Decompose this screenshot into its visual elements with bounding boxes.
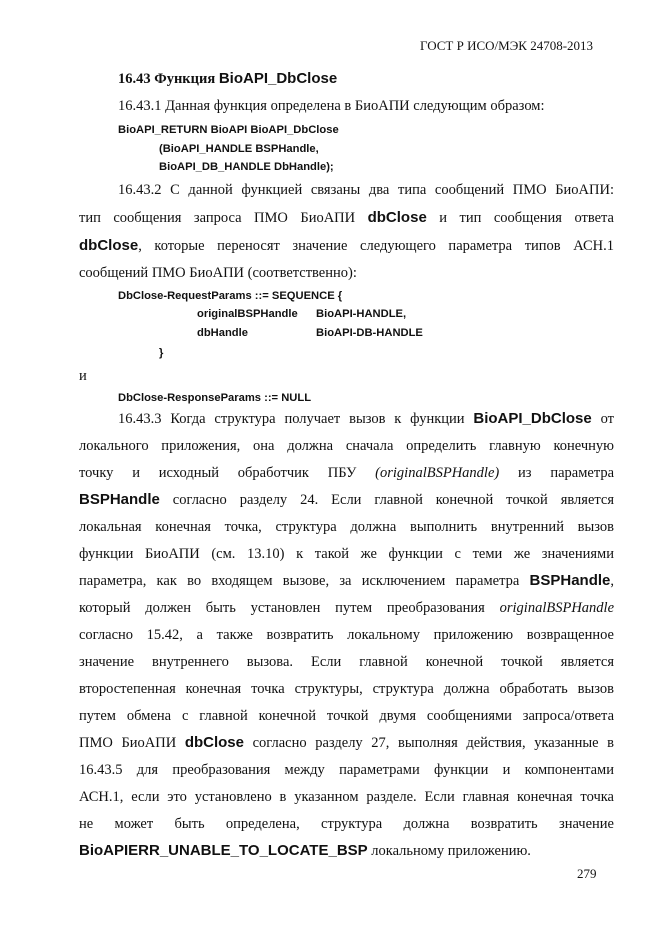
keyword-dbclose: dbClose	[367, 209, 427, 226]
page-header: ГОСТ Р ИСО/МЭК 24708-2013	[420, 38, 594, 53]
paragraph-16-43-2-line2: тип сообщения запроса ПМО БиоАПИ dbClose и тип сообщения ответа	[79, 209, 614, 226]
paragraph-16-43-3-line12: путем обмена с главной конечной точкой двумя сообщениями запроса/ответа	[79, 708, 614, 724]
paragraph-16-43-3-line7: параметра, как во входящем вызове, за исключением параметра BSPHandle,	[79, 572, 614, 589]
section-heading	[118, 70, 337, 88]
paragraph-16-43-3-line1: 16.43.3 Когда структура получает вызов к функции BioAPI_DbClose от	[118, 410, 614, 427]
paragraph-16-43-3-line16: не может быть определена, структура должна возвратить значение	[79, 816, 614, 832]
keyword-dbclose: dbClose	[184, 734, 244, 751]
keyword-bioapi-dbclose: BioAPI_DbClose	[473, 410, 592, 427]
paragraph-16-43-3-line8: который должен быть установлен путем преобразования originalBSPHandle	[79, 600, 615, 616]
paragraph-16-43-2-line3: dbClose, которые переносят значение следующего параметра типов АСН.1	[79, 237, 614, 254]
heading-prefix: 16.43 Функция	[118, 71, 216, 87]
paragraph-16-43-3-line14: 16.43.5 для преобразования между параметрами функции и компонентами	[79, 762, 614, 778]
paragraph-16-43-3-line3: точку и исходный обработчик ПБУ (originalBSPHandle) из параметра	[79, 465, 615, 481]
code-signature-line1: BioAPI_RETURN BioAPI BioAPI_DbClose	[118, 124, 339, 136]
code-request-field2-name: dbHandle	[197, 327, 248, 339]
paragraph-16-43-3-line10: значение внутреннего вызова. Если главной конечной точкой является	[79, 654, 614, 670]
page-number: 279	[577, 866, 597, 881]
paragraph-16-43-2-line4: сообщений ПМО БиоАПИ (соответственно):	[79, 265, 357, 281]
code-request-close: }	[159, 347, 164, 359]
paragraph-16-43-3-line17: BioAPIERR_UNABLE_TO_LOCATE_BSP локальному приложению.	[79, 842, 531, 859]
keyword-error-code: BioAPIERR_UNABLE_TO_LOCATE_BSP	[79, 842, 368, 859]
paragraph-16-43-3-line2: локального приложения, она должна сначала определить главную конечную	[79, 438, 614, 454]
conjunction-and: и	[79, 368, 87, 384]
code-response: DbClose-ResponseParams ::= NULL	[118, 392, 312, 404]
code-signature-line3: BioAPI_DB_HANDLE DbHandle);	[159, 161, 334, 173]
keyword-bsphandle: BSPHandle	[79, 491, 160, 508]
paragraph-16-43-3-line11: второстепенная конечная точка структуры, структура должна обработать вызов	[79, 681, 614, 697]
heading-function: BioAPI_DbClose	[218, 70, 338, 87]
code-request-field1-type: BioAPI-HANDLE,	[316, 308, 407, 320]
code-request-line1: DbClose-RequestParams ::= SEQUENCE {	[118, 290, 343, 302]
paragraph-16-43-1: 16.43.1 Данная функция определена в БиоАПИ следующим образом:	[118, 98, 545, 114]
paragraph-16-43-2-line1: 16.43.2 С данной функцией связаны два типа сообщений ПМО БиоАПИ:	[118, 182, 614, 198]
code-request-field2-type: BioAPI-DB-HANDLE	[316, 327, 423, 339]
code-signature-line2: (BioAPI_HANDLE BSPHandle,	[159, 143, 319, 155]
keyword-dbclose: dbClose	[79, 237, 139, 254]
paragraph-16-43-3-line6: функции БиоАПИ (см. 13.10) к такой же функции с теми же значениями	[79, 546, 614, 562]
paragraph-16-43-3-line15: АСН.1, если это установлено в указанном разделе. Если главная конечная точка	[79, 789, 614, 805]
paragraph-16-43-3-line13: ПМО БиоАПИ dbClose согласно разделу 27, выполняя действия, указанные в	[79, 734, 615, 751]
paragraph-16-43-3-line4: BSPHandle согласно разделу 24. Если главной конечной точкой является	[79, 491, 615, 508]
code-request-field1-name: originalBSPHandle	[197, 308, 298, 320]
paragraph-16-43-3-line5: локальная конечная точка, структура должна выполнить внутренний вызов	[79, 519, 614, 535]
paragraph-16-43-3-line9: согласно 15.42, а также возвратить локальному приложению возвращенное	[79, 627, 614, 643]
keyword-bsphandle: BSPHandle	[529, 572, 611, 589]
